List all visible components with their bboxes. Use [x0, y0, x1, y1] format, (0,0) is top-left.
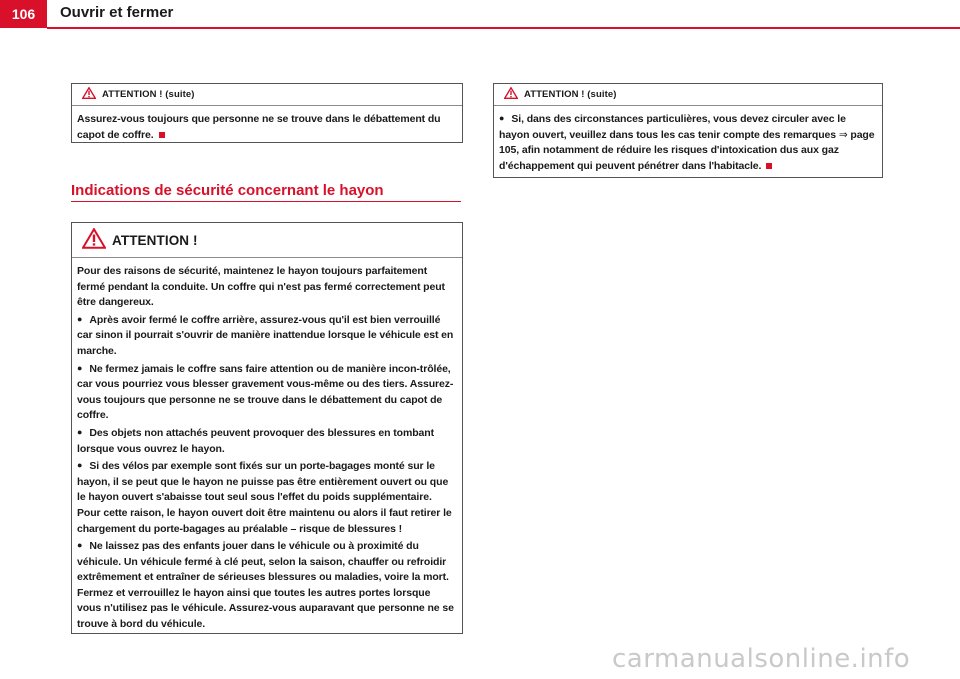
warning-intro: Pour des raisons de sécurité, maintenez le hayon toujours parfaitement fermé pendant la conduite. Un coffre qui n'est pas fermé correctement peut être dangereux. — [77, 265, 445, 309]
end-of-section-mark — [766, 163, 772, 169]
warning-box-body — [494, 106, 882, 182]
page-reference-link[interactable]: page 105, afin notamment de réduire les risques d'intoxication dus aux gaz d'échappement qui peuvent pénétrer dans l'habitacle. — [499, 128, 875, 172]
chapter-title: Ouvrir et fermer — [60, 4, 174, 21]
warning-bullet: ● Si des vélos par exemple sont fixés sur un porte-bagages monté sur le hayon, il se peut que le hayon ne puisse pas être entièrement ouvert ou que le hayon ouvert s'abaisse tout seul sous l'effet du poids supplémentaire. Pour cette raison, le hayon ouvert doit être maintenu ou alors il faut retirer le chargement du porte-bagages au préalable – risque de blessures ! — [77, 459, 456, 537]
end-of-section-mark — [159, 132, 165, 138]
warning-bullet: ● Après avoir fermé le coffre arrière, assurez-vous qu'il est bien verrouillé car sinon il pourrait s'ouvrir de manière inattendue lorsque le véhicule est en marche. — [77, 313, 456, 360]
warning-box-continued-right — [493, 83, 883, 178]
warning-heading-text: ATTENTION ! (suite) — [524, 89, 617, 100]
warning-box-main — [71, 222, 463, 634]
warning-text: Si, dans des circonstances particulières, vous devez circuler avec le hayon ouvert, veuillez dans tous les cas tenir compte des remarques — [499, 113, 846, 141]
warning-bullet: ● Ne laissez pas des enfants jouer dans le véhicule ou à proximité du véhicule. Un véhicule fermé à clé peut, selon la saison, chauffer ou refroidir extrêmement et entraîner de sérieuses blessures ou maladies, voire la mort. Fermez et verrouillez le hayon ainsi que toutes les autres portes lorsque vous n'utilisez pas le véhicule. Assurez-vous auparavant que personne ne se trouve à bord du véhicule. — [77, 539, 456, 633]
warning-triangle-icon — [82, 87, 96, 102]
warning-bullet: ● Ne fermez jamais le coffre sans faire attention ou de manière incon-trôlée, car vous pourriez vous blesser gravement vous-même ou des tiers. Assurez-vous toujours que personne ne se trouve dans le débattement du capot de coffre. — [77, 362, 456, 424]
warning-box-continued-left — [71, 83, 463, 143]
header-rule — [47, 27, 960, 29]
warning-triangle-icon — [82, 228, 106, 252]
warning-box-heading — [494, 84, 882, 106]
reference-arrow: ⇒ — [838, 128, 848, 141]
page-number: 106 — [0, 0, 47, 28]
warning-text: Assurez-vous toujours que personne ne se trouve dans le débattement du capot de coffre. — [77, 113, 441, 141]
warning-heading-text: ATTENTION ! — [112, 232, 198, 248]
page-header — [0, 0, 960, 30]
warning-triangle-icon — [504, 87, 518, 102]
section-rule — [71, 201, 461, 202]
warning-box-heading — [72, 84, 462, 106]
warning-bullet — [499, 112, 876, 174]
warning-box-body — [72, 258, 462, 641]
warning-box-body — [72, 106, 462, 151]
watermark: carmanualsonline.info — [612, 644, 911, 674]
warning-bullet: ● Des objets non attachés peuvent provoquer des blessures en tombant lorsque vous ouvrez le hayon. — [77, 426, 456, 457]
warning-box-heading — [72, 223, 462, 258]
section-title: Indications de sécurité concernant le hayon — [71, 182, 384, 199]
warning-heading-text: ATTENTION ! (suite) — [102, 89, 195, 100]
